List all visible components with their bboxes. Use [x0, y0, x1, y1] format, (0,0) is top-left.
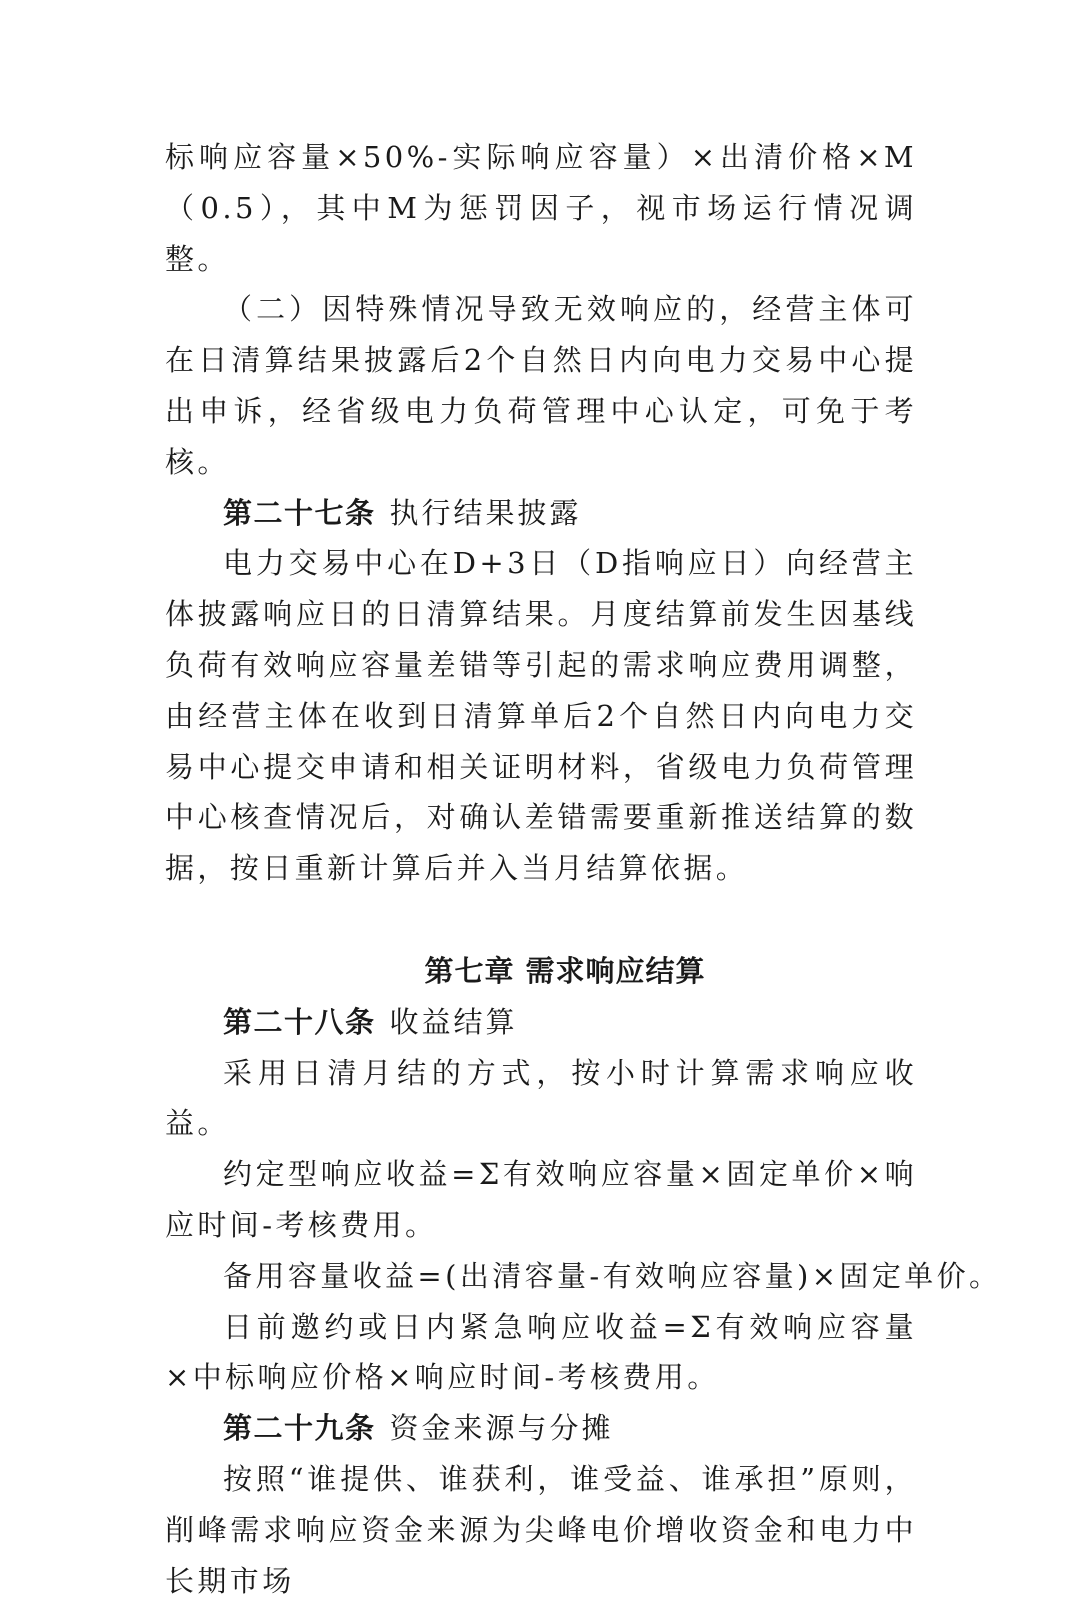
- document-page: [165, 132, 1002, 1606]
- paragraph-reserve-revenue: 备用容量收益=(出清容量-有效响应容量)×固定单价。: [223, 1258, 1002, 1293]
- article-27-title: 执行结果披露: [389, 495, 582, 530]
- article-28-title: 收益结算: [389, 1004, 518, 1039]
- paragraph-contracted-revenue: 约定型响应收益=Σ有效响应容量×固定单价×响应时间-考核费用。: [165, 1157, 917, 1242]
- chapter-7-title: 第七章 需求响应结算: [424, 953, 706, 988]
- paragraph-invitation-revenue: 日前邀约或日内紧急响应收益=Σ有效响应容量×中标响应价格×响应时间-考核费用。: [165, 1309, 917, 1395]
- article-28-heading: [165, 997, 917, 1048]
- paragraph-settlement-method: 采用日清月结的方式，按小时计算需求响应收益。: [165, 1055, 917, 1141]
- article-29-heading: [165, 1403, 917, 1454]
- article-29-number: 第二十九条: [223, 1411, 376, 1446]
- article-28-number: 第二十八条: [223, 1004, 376, 1039]
- paragraph-funding-source: 按照“谁提供、谁获利，谁受益、谁承担”原则，削峰需求响应资金来源为尖峰电价增收资金和电力中长期市场: [165, 1461, 917, 1598]
- article-29-title: 资金来源与分摊: [389, 1411, 614, 1446]
- article-27-heading: [165, 488, 917, 539]
- paragraph-result-disclosure: 电力交易中心在D+3日（D指响应日）向经营主体披露响应日的日清算结果。月度结算前发生因基线负荷有效响应容量差错等引起的需求响应费用调整，由经营主体在收到日清算单后2个自然日内向电力交易中心提交申请和相关证明材料，省级电力负荷管理中心核查情况后，对确认差错需要重新推送结算的数据，按日重新计算后并入当月结算依据。: [165, 546, 917, 886]
- article-27-number: 第二十七条: [223, 495, 376, 530]
- paragraph-penalty-formula: 标响应容量×50%-实际响应容量）×出清价格×M（0.5），其中M为惩罚因子，视市场运行情况调整。: [165, 140, 917, 276]
- section-gap: [165, 894, 917, 946]
- paragraph-appeal: （二）因特殊情况导致无效响应的，经营主体可在日清算结果披露后2个自然日内向电力交易中心提出申诉，经省级电力负荷管理中心认定，可免于考核。: [165, 292, 917, 479]
